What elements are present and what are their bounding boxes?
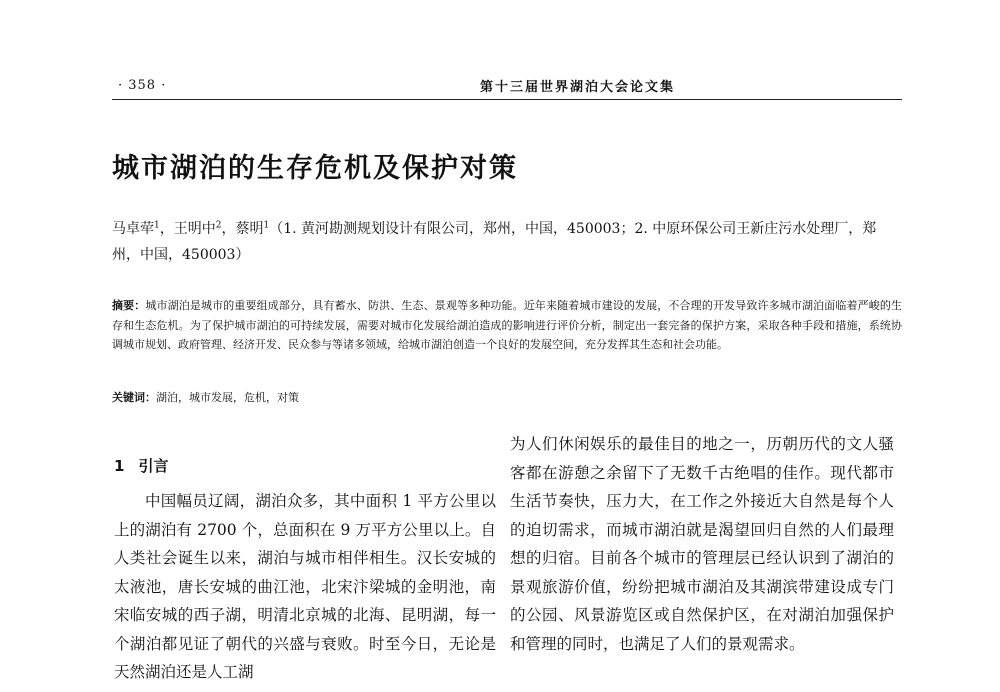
running-header — [112, 74, 902, 100]
body-paragraph-right: 为人们休闲娱乐的最佳目的地之一，历朝历代的文人骚客都在游憩之余留下了无数千古绝唱的佳作。现代都市生活节奏快，压力大，在工作之外接近大自然是每个人的迫切需求，而城市湖泊就是渴望回归自然的人们最理想的归宿。目前各个城市的管理层已经认识到了湖泊的景观旅游价值，纷纷把城市湖泊及其湖滨带建设成专门的公园、风景游览区或自然保护区，在对湖泊加强保护和管理的同时，也满足了人们的景观需求。 — [510, 435, 894, 653]
running-title: 第十三届世界湖泊大会论文集 — [480, 80, 676, 95]
body-paragraph-left: 中国幅员辽阔，湖泊众多，其中面积 1 平方公里以上的湖泊有 2700 个，总面积在 9 万平方公里以上。自人类社会诞生以来，湖泊与城市相伴相生。汉长安城的太液池，唐长安城的曲江池，北宋汴梁城的金明池，南宋临安城的西子湖，明清北京城的北海、昆明湖，每一个湖泊都见证了朝代的兴盛与衰败。时至今日，无论是天然湖泊还是人工湖 — [114, 492, 496, 681]
affiliation-mark: 2 — [215, 220, 222, 231]
keywords-label: 关键词： — [112, 391, 156, 404]
section-title: 引言 — [138, 457, 169, 475]
author-name: 蔡明 — [235, 221, 264, 237]
abstract — [112, 296, 902, 355]
author-line — [112, 216, 900, 268]
author-separator: ， — [221, 221, 236, 237]
paper-title: 城市湖泊的生存危机及保护对策 — [112, 153, 518, 184]
abstract-text: 城市湖泊是城市的重要组成部分，具有蓄水、防洪、生态、景观等多种功能。近年来随着城市建设的发展，不合理的开发导致许多城市湖泊面临着严峻的生存和生态危机。为了保护城市湖泊的可持续发展，需要对城市化发展给湖泊造成的影响进行评价分析，制定出一套完备的保护方案，采取各种手段和措施，系统协调城市规划、政府管理、经济开发、民众参与等诸多领域，给城市湖泊创造一个良好的发展空间，充分发挥其生态和社会功能。 — [112, 299, 902, 351]
keywords — [112, 388, 902, 407]
affiliation-mark: 1 — [263, 220, 270, 231]
author-name: 马卓荦 — [112, 221, 154, 237]
author-separator: ， — [159, 221, 174, 237]
keywords-text: 湖泊，城市发展，危机，对策 — [156, 391, 299, 404]
page-number: · 358 · — [118, 78, 167, 93]
section-number: 1 — [114, 457, 125, 475]
affiliations: （1. 黄河勘测规划设计有限公司，郑州，中国，450003；2. 中原环保公司王新庄污水处理厂，郑州，中国，450003） — [112, 221, 877, 263]
abstract-label: 摘要： — [112, 299, 146, 312]
section-heading — [114, 455, 168, 476]
affiliation-mark: 1 — [154, 220, 160, 231]
author-name: 王明中 — [173, 221, 216, 237]
